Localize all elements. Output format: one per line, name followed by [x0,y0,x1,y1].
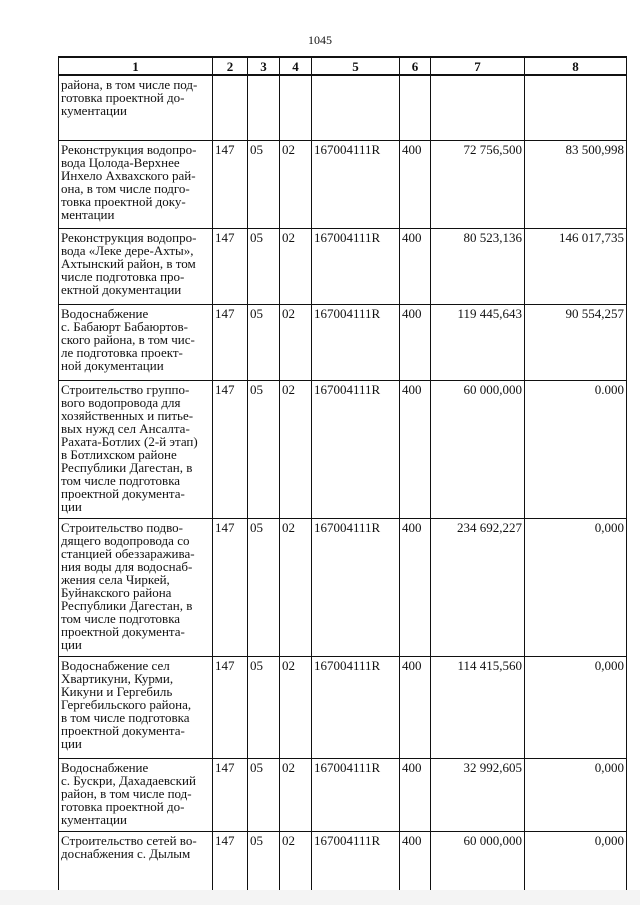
cell-col-3: 05 [248,380,280,518]
cell-col-5: 167004111R [312,831,400,897]
cell-col-8: 0,000 [525,758,627,831]
cell-col-5: 167004111R [312,140,400,228]
cell-col-3: 05 [248,518,280,656]
cell-col-4 [280,75,312,140]
header-col-3: 3 [248,57,280,75]
cell-col-7: 60 000,000 [431,831,525,897]
cell-col-5: 167004111R [312,228,400,304]
cell-col-3: 05 [248,656,280,758]
cell-col-6: 400 [400,831,431,897]
cell-col-4: 02 [280,140,312,228]
cell-col-2: 147 [213,518,248,656]
cell-col-7: 32 992,605 [431,758,525,831]
table-row [59,380,627,518]
cell-col-3: 05 [248,831,280,897]
cell-col-5: 167004111R [312,758,400,831]
cell-col-7: 114 415,560 [431,656,525,758]
row-name: района, в том числе под- готовка проектной до- кументации [59,75,213,140]
table-row [59,831,627,897]
cell-col-8: 0,000 [525,518,627,656]
cell-col-3 [248,75,280,140]
cell-col-5: 167004111R [312,304,400,380]
cell-col-6: 400 [400,304,431,380]
cell-col-2: 147 [213,140,248,228]
cell-col-8 [525,75,627,140]
table-row [59,656,627,758]
header-col-4: 4 [280,57,312,75]
cell-col-4: 02 [280,758,312,831]
cell-col-5 [312,75,400,140]
cell-col-2: 147 [213,758,248,831]
cell-col-7: 234 692,227 [431,518,525,656]
cell-col-8: 0,000 [525,656,627,758]
row-name: Водоснабжение с. Бабаюрт Бабаюртов- ского района, в том чис- ле подготовка проект- ной документации [59,304,213,380]
cell-col-6: 400 [400,140,431,228]
cell-col-6: 400 [400,656,431,758]
cell-col-7: 119 445,643 [431,304,525,380]
cell-col-7: 72 756,500 [431,140,525,228]
row-name: Реконструкция водопро- вода Цолода-Верхнее Инхело Ахвахского рай- она, в том числе подго- товка проектной доку- ментации [59,140,213,228]
cell-col-8: 146 017,735 [525,228,627,304]
table-row [59,228,627,304]
cell-col-2: 147 [213,380,248,518]
cell-col-4: 02 [280,831,312,897]
cell-col-8: 90 554,257 [525,304,627,380]
cell-col-3: 05 [248,228,280,304]
cell-col-2: 147 [213,304,248,380]
header-col-2: 2 [213,57,248,75]
cell-col-2: 147 [213,228,248,304]
cell-col-8: 0,000 [525,831,627,897]
cell-col-6: 400 [400,228,431,304]
cell-col-3: 05 [248,758,280,831]
cell-col-6 [400,75,431,140]
cell-col-8: 83 500,998 [525,140,627,228]
cell-col-4: 02 [280,228,312,304]
header-col-8: 8 [525,57,627,75]
page-bottom-edge [0,890,640,905]
cell-col-2 [213,75,248,140]
budget-table [58,56,627,898]
header-col-6: 6 [400,57,431,75]
cell-col-3: 05 [248,304,280,380]
cell-col-7 [431,75,525,140]
row-name: Водоснабжение сел Хвартикуни, Курми, Кикуни и Гергебиль Гергебильского района, в том числе подготовка проектной документа- ции [59,656,213,758]
header-col-5: 5 [312,57,400,75]
cell-col-7: 80 523,136 [431,228,525,304]
header-col-7: 7 [431,57,525,75]
table-row [59,518,627,656]
table-row [59,140,627,228]
cell-col-4: 02 [280,304,312,380]
cell-col-4: 02 [280,656,312,758]
cell-col-8: 0.000 [525,380,627,518]
cell-col-5: 167004111R [312,656,400,758]
row-name: Строительство сетей во- доснабжения с. Дылым [59,831,213,897]
cell-col-5: 167004111R [312,518,400,656]
cell-col-4: 02 [280,518,312,656]
cell-col-7: 60 000,000 [431,380,525,518]
row-name: Водоснабжение с. Бускри, Дахадаевский район, в том числе под- готовка проектной до- кументации [59,758,213,831]
cell-col-2: 147 [213,656,248,758]
row-name: Строительство подво- дящего водопровода со станцией обеззаражива- ния воды для водоснаб- жения села Чиркей, Буйнакского района Республики Дагестан, в том числе подготовка проектной документа- ции [59,518,213,656]
table-row [59,304,627,380]
cell-col-6: 400 [400,518,431,656]
cell-col-4: 02 [280,380,312,518]
header-col-1: 1 [59,57,213,75]
cell-col-6: 400 [400,380,431,518]
row-name: Строительство группо- вого водопровода для хозяйственных и питье- вых нужд сел Ансалта- Рахата-Ботлих (2-й этап) в Ботлихском районе Республики Дагестан, в том числе подготовка проектной документа- ции [59,380,213,518]
header-row [59,57,627,75]
page-number: 1045 [308,33,332,47]
cell-col-6: 400 [400,758,431,831]
cell-col-3: 05 [248,140,280,228]
table-row [59,75,627,140]
row-name: Реконструкция водопро- вода «Леке дере-Ахты», Ахтынский район, в том числе подготовка про- ектной документации [59,228,213,304]
table-row [59,758,627,831]
cell-col-2: 147 [213,831,248,897]
cell-col-5: 167004111R [312,380,400,518]
